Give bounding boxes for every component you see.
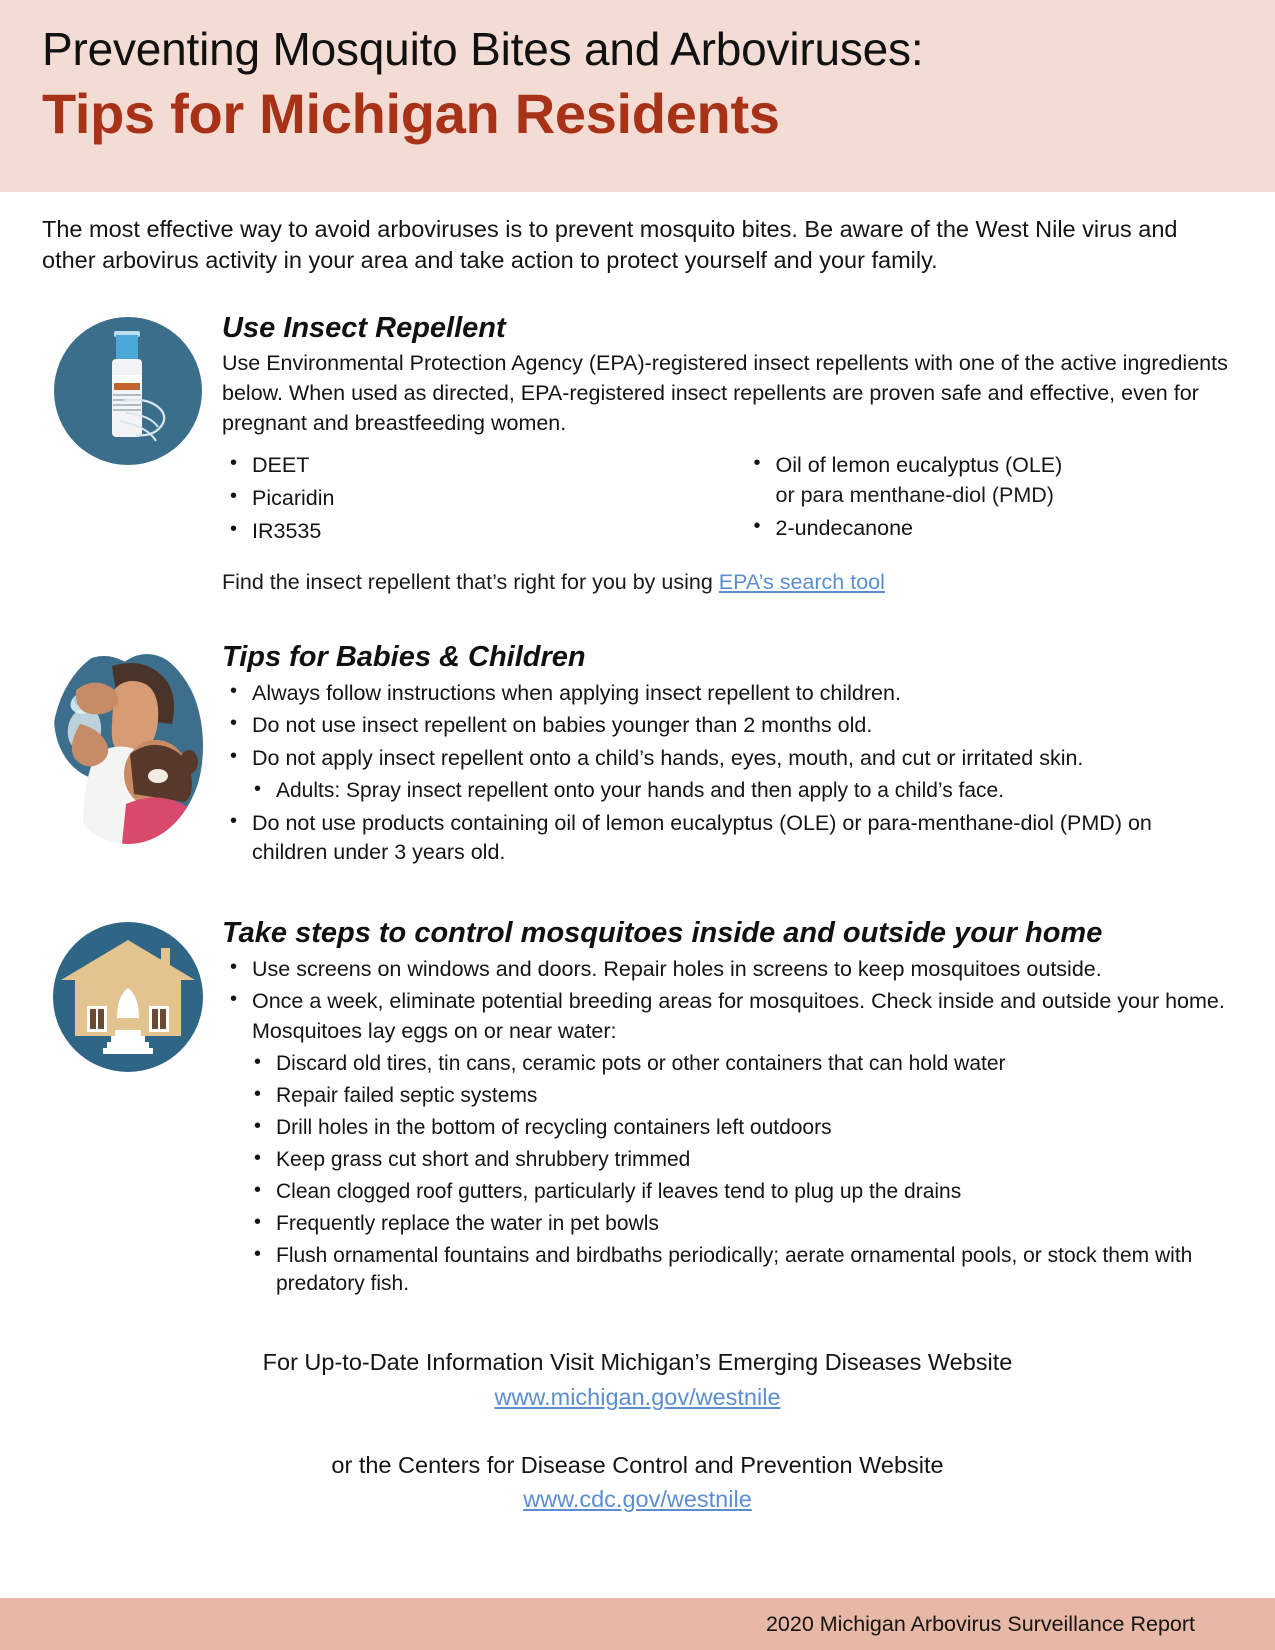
icon-column — [42, 311, 214, 465]
list-item: • Do not use insect repellent on babies younger than 2 months old. — [222, 711, 1233, 741]
list-item: • Once a week, eliminate potential breeding areas for mosquitoes. Check inside and outside your home. Mosquitoes lay eggs on or near water: — [222, 987, 1233, 1046]
michigan-website-label: For Up-to-Date Information Visit Michigan’s Emerging Diseases Website — [262, 1349, 1013, 1376]
page-title-line1: Preventing Mosquito Bites and Arboviruses: — [42, 23, 924, 75]
page-title-line2: Tips for Michigan Residents — [42, 82, 780, 146]
list-item: • Adults: Spray insect repellent onto your hands and then apply to a child’s face. — [248, 777, 1233, 806]
list-item: • Flush ornamental fountains and birdbaths periodically; aerate ornamental pools, or stock them with predatory fish. — [248, 1242, 1233, 1300]
spray-bottle-hand-icon — [54, 317, 202, 465]
list-item: • 2-undecanone — [746, 514, 1234, 544]
icon-column — [42, 916, 214, 1072]
section-body — [214, 916, 1233, 1300]
ingredients-right-column — [728, 448, 1234, 546]
list-item: • Keep grass cut short and shrubbery trimmed — [248, 1146, 1233, 1175]
footer-links — [0, 1345, 1275, 1515]
bottom-bar — [0, 1598, 1275, 1650]
section-tips-for-babies-and-children — [42, 640, 1233, 868]
cdc-website-label: or the Centers for Disease Control and Prevention Website — [331, 1451, 944, 1478]
list-item: • Use screens on windows and doors. Repair holes in screens to keep mosquitoes outside. — [222, 955, 1233, 985]
report-footer-text: 2020 Michigan Arbovirus Surveillance Report — [765, 1611, 1195, 1636]
section-use-insect-repellent — [42, 311, 1233, 598]
list-item: • Clean clogged roof gutters, particularly if leaves tend to plug up the drains — [248, 1178, 1233, 1207]
michigan-westnile-link[interactable]: www.michigan.gov/westnile — [494, 1383, 781, 1410]
list-item: • Frequently replace the water in pet bowls — [248, 1210, 1233, 1239]
list-item: • Drill holes in the bottom of recycling containers left outdoors — [248, 1114, 1233, 1143]
section-body — [214, 640, 1233, 868]
list-item: • Picaridin — [222, 484, 728, 514]
epa-search-prefix: Find the insect repellent that’s right for you by using — [222, 570, 719, 595]
list-item: • IR3535 — [222, 517, 728, 547]
section-body — [214, 311, 1233, 598]
ingredients-left-column — [222, 448, 728, 546]
house-icon — [53, 922, 203, 1072]
list-item: • Do not use products containing oil of lemon eucalyptus (OLE) or para-menthane-diol (PMD) on children under 3 years old. — [222, 809, 1233, 868]
cdc-westnile-link[interactable]: www.cdc.gov/westnile — [523, 1485, 752, 1512]
list-item-continuation: or para menthane-diol (PMD) — [775, 482, 1054, 507]
section-paragraph: Use Environmental Protection Agency (EPA)-registered insect repellents with one of the active ingredients below. When used as directed, EPA-registered insect repellents are proven safe and effective, even for pregnant and breastfeeding women. — [222, 351, 1228, 435]
home-control-sublist — [248, 1050, 1233, 1300]
list-item: • Repair failed septic systems — [248, 1082, 1233, 1111]
icon-column — [42, 640, 214, 844]
home-control-list — [222, 955, 1233, 1047]
list-item: • Always follow instructions when applying insect repellent to children. — [222, 679, 1233, 709]
parent-spraying-child-icon — [52, 646, 204, 844]
children-tips-sublist — [248, 777, 1233, 806]
intro-paragraph: The most effective way to avoid arboviruses is to prevent mosquito bites. Be aware of the West Nile virus and other arbovirus activity in your area and take action to protect yourself and your family. — [42, 216, 1178, 274]
list-item: • Discard old tires, tin cans, ceramic pots or other containers that can hold water — [248, 1050, 1233, 1079]
list-item: • Oil of lemon eucalyptus (OLE) — [746, 451, 1234, 481]
epa-search-line — [222, 568, 1233, 598]
header-band — [0, 0, 1275, 192]
michigan-website-group — [0, 1345, 1275, 1413]
children-tips-list-cont — [222, 809, 1233, 868]
section-heading: Tips for Babies & Children — [222, 640, 586, 673]
section-control-mosquitoes-home — [42, 916, 1233, 1300]
section-heading: Use Insect Repellent — [222, 311, 506, 344]
active-ingredients-list — [222, 448, 1233, 546]
cdc-website-group — [0, 1448, 1275, 1516]
children-tips-list — [222, 679, 1233, 774]
list-item: • Do not apply insect repellent onto a child’s hands, eyes, mouth, and cut or irritated skin. — [222, 744, 1233, 774]
list-item: • DEET — [222, 451, 728, 481]
epa-search-tool-link[interactable]: EPA’s search tool — [718, 570, 885, 595]
section-heading: Take steps to control mosquitoes inside and outside your home — [222, 916, 1103, 949]
